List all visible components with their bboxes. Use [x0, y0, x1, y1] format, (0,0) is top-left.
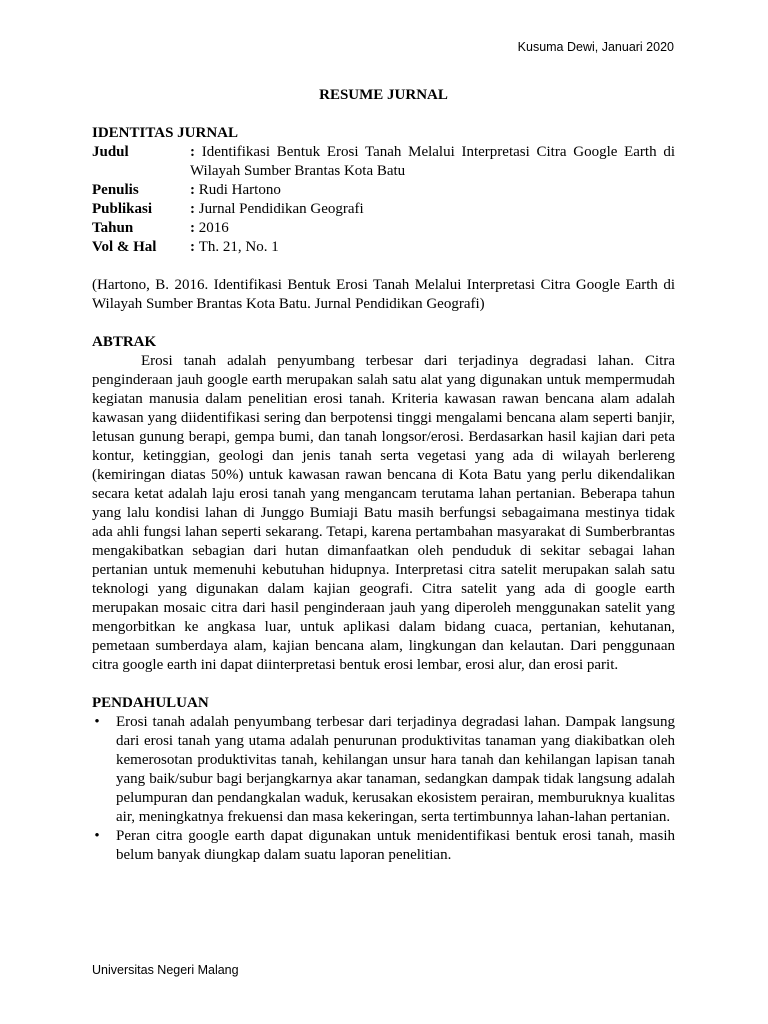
citation-text: (Hartono, B. 2016. Identifikasi Bentuk Erosi Tanah Melalui Interpretasi Citra Google Earth di Wilayah Sumber Brantas Kota Batu. Jurnal Pendidikan Geografi) — [92, 277, 675, 312]
identity-value: : 2016 — [190, 220, 229, 236]
list-item-text: Erosi tanah adalah penyumbang terbesar dari terjadinya degradasi lahan. Dampak langsung dari erosi tanah yang utama adalah penurunan produktivitas tanaman yang diakibatkan oleh kemerosotan produktivitas tanah, kehilangan unsur hara tanah dan kehilangan lapisan tanah yang baik/subur bagi berjangkarnya akar tanaman, sedangkan dampak tidak langsung adalah pelumpuran dan pendangkalan waduk, kerusakan ekosistem perairan, memburuknya kualitas air, meningkatnya frekuensi dan masa kekeringan, serta tertimbunnya lahan-lahan pertanian. — [116, 714, 675, 825]
spacer — [92, 105, 675, 124]
identity-value: : Jurnal Pendidikan Geografi — [190, 201, 364, 217]
identity-key: Publikasi — [92, 201, 153, 217]
document-body — [92, 86, 675, 865]
identity-row-year — [92, 219, 675, 238]
identity-key: Tahun — [92, 220, 134, 236]
identity-key: Judul — [92, 144, 129, 160]
identity-row-author — [92, 181, 675, 200]
list-item — [92, 827, 675, 865]
identity-row-volume — [92, 238, 675, 257]
identity-value: : Identifikasi Bentuk Erosi Tanah Melalui Interpretasi Citra Google Earth di Wilayah Sumber Brantas Kota Batu — [190, 144, 675, 179]
document-title: RESUME JURNAL — [319, 87, 448, 103]
spacer — [92, 314, 675, 333]
identity-heading: IDENTITAS JURNAL — [92, 125, 239, 141]
abstract-heading: ABTRAK — [92, 334, 157, 350]
abstract-text: Erosi tanah adalah penyumbang terbesar dari terjadinya degradasi lahan. Citra penginderaan jauh google earth merupakan salah satu alat yang digunakan untuk mempermudah kegiatan manusia dalam penelitian erosi tanah. Kriteria kawasan rawan bencana alam adalah kawasan yang diidentifikasi sering dan berpotensi tinggi mengalami bencana alam seperti banjir, letusan gunung berapi, gempa bumi, dan tanah longsor/erosi. Berdasarkan hasil kajian dari peta kontur, ketinggian, geologi dan jenis tanah serta vegetasi yang ada di wilayah berlereng (kemiringan diatas 50%) untuk kawasan rawan bencana di Kota Batu yang perlu dikendalikan secara ketat adalah laju erosi tanah yang mengancam terutama lahan pertanian. Beberapa tahun yang lalu kondisi lahan di Junggo Bumiaji Batu masih berfungsi sebagaimana mestinya tidak ada ahli fungsi lahan seperti sekarang. Tetapi, karena pertambahan masyarakat di Sumberbrantas mengakibatkan sebagian dari hutan dimanfaatkan oleh penduduk di sekitar sebagai lahan pertanian untuk memenuhi kebutuhan hidupnya. Interpretasi citra satelit merupakan salah satu teknologi yang digunakan dalam kajian geografi. Citra satelit yang ada di google earth merupakan mosaic citra dari hasil penginderaan jauh yang diperoleh menggunakan satelit yang mengorbitkan ke angkasa luar, untuk aplikasi dalam bidang cuaca, pertanian, kehutanan, pemetaan sumberdaya alam, kajian bencana alam, lingkungan dan kelautan. Dari penggunaan citra google earth ini dapat diinterpretasi bentuk erosi lembar, erosi alur, dan erosi parit. — [92, 353, 675, 673]
header-author-date: Kusuma Dewi, Januari 2020 — [517, 40, 674, 54]
identity-value: : Th. 21, No. 1 — [190, 239, 279, 255]
identity-key: Penulis — [92, 182, 139, 198]
spacer — [92, 257, 675, 276]
bullet-icon: • — [94, 828, 100, 844]
identity-table — [92, 143, 675, 257]
list-item — [92, 713, 675, 827]
intro-heading: PENDAHULUAN — [92, 695, 209, 711]
list-item-text: Peran citra google earth dapat digunakan untuk menidentifikasi bentuk erosi tanah, masih belum banyak diungkap dalam suatu laporan penelitian. — [116, 828, 675, 863]
spacer — [92, 675, 675, 694]
identity-key: Vol & Hal — [92, 239, 157, 255]
footer-institution: Universitas Negeri Malang — [92, 963, 239, 977]
identity-row-publication — [92, 200, 675, 219]
identity-value: : Rudi Hartono — [190, 182, 281, 198]
bullet-icon: • — [94, 714, 100, 730]
intro-list — [92, 713, 675, 865]
identity-row-title — [92, 143, 675, 181]
